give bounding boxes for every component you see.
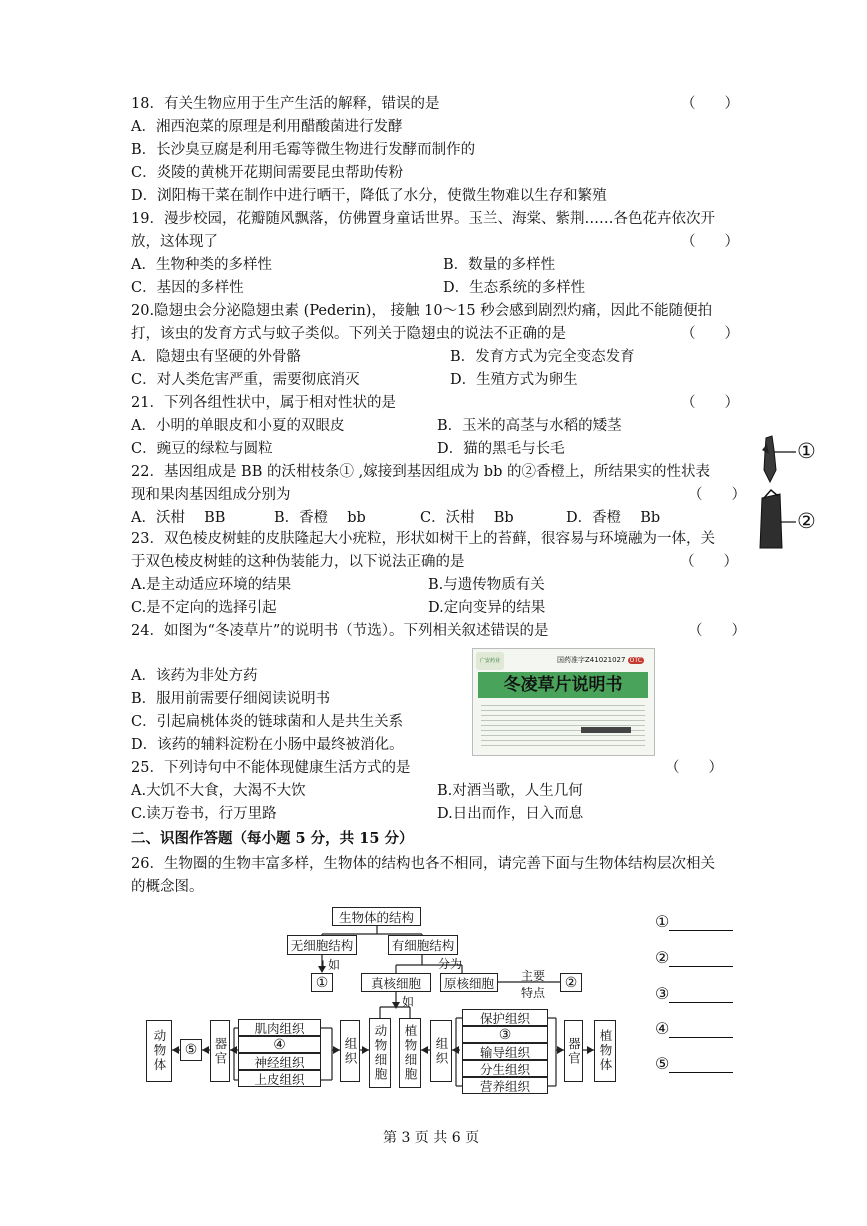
q21-opt-b: B．玉米的高茎与水稻的矮茎 [437, 418, 622, 434]
q18-paren: （ ） [681, 96, 739, 112]
q23-stem-1: 23．双色棱皮树蛙的皮肤隆起大小疣粒，形状如树干上的苔藓，很容易与环境融为一体，关 [131, 531, 715, 547]
answer-blank-4[interactable]: ④ [655, 1019, 733, 1038]
map-label-main: 主要 [521, 969, 546, 983]
map-node-plant-cell: 植物细胞 [399, 1018, 421, 1088]
q25-opt-c: C.读万卷书，行万里路 [131, 806, 277, 822]
map-tissue-plant-1: 保护组织 [462, 1009, 548, 1026]
map-blank-5: ⑤ [180, 1039, 202, 1061]
q20-opt-d: D．生殖方式为卵生 [450, 372, 578, 388]
q21-opt-c: C．豌豆的绿粒与圆粒 [131, 441, 273, 457]
map-node-animal-cell: 动物细胞 [369, 1018, 391, 1088]
map-node-organ-animal: 器官 [210, 1020, 230, 1082]
graft-label-1: ① [797, 439, 816, 463]
map-label-ru: ↓如 [318, 958, 341, 972]
q22-opt-c: C．沃柑 Bb [420, 510, 514, 526]
q26-stem-2: 的概念图。 [131, 879, 204, 895]
q25-opt-d: D.日出而作，日入而息 [437, 806, 584, 822]
map-label-fenwei: 分为 [438, 957, 463, 971]
q23-paren: （ ） [680, 554, 738, 570]
q19-stem-2: 放，这体现了 [131, 234, 218, 250]
section-2-heading: 二、识图作答题（每小题 5 分，共 15 分） [131, 830, 414, 847]
otc-badge: OTC [629, 657, 642, 664]
q24-stem: 24．如图为“冬凌草片”的说明书（节选）。下列相关叙述错误的是 [131, 623, 549, 639]
q24-opt-b: B．服用前需要仔细阅读说明书 [131, 691, 331, 707]
q24-opt-d: D．该药的辅料淀粉在小肠中最终被消化。 [131, 737, 404, 753]
map-blank-4: ④ [238, 1036, 321, 1053]
q20-opt-b: B．发育方式为完全变态发育 [450, 349, 635, 365]
q22-opt-d: D．香橙 Bb [566, 510, 661, 526]
map-node-tissue-animal: 组织 [340, 1020, 360, 1082]
q19-stem-1: 19．漫步校园，花瓣随风飘落，仿佛置身童话世界。玉兰、海棠、紫荆……各色花卉依次开 [131, 211, 715, 227]
q25-stem: 25．下列诗句中不能体现健康生活方式的是 [131, 760, 411, 776]
answer-blank-5[interactable]: ⑤ [655, 1054, 733, 1073]
answer-blank-1[interactable]: ① [655, 912, 733, 931]
q21-paren: （ ） [681, 395, 739, 411]
answer-blank-3[interactable]: ③ [655, 984, 733, 1003]
q20-opt-c: C．对人类危害严重，需要彻底消灭 [131, 372, 360, 388]
map-node-no-cell: 无细胞结构 [287, 935, 357, 955]
map-node-plant-body: 植物体 [594, 1020, 616, 1082]
q21-opt-a: A．小明的单眼皮和小夏的双眼皮 [131, 418, 345, 434]
q18-stem: 18．有关生物应用于生产生活的解释，错误的是 [131, 96, 440, 112]
q19-opt-b: B．数量的多样性 [443, 257, 556, 273]
q24-paren: （ ） [688, 623, 746, 639]
q20-stem-2: 打，该虫的发育方式与蚊子类似。下列关于隐翅虫的说法不正确的是 [131, 326, 566, 342]
q18-opt-a: A．湘西泡菜的原理是利用醋酸菌进行发酵 [131, 119, 403, 135]
map-tissue-animal-1: 肌肉组织 [238, 1019, 321, 1036]
q20-opt-a: A．隐翅虫有坚硬的外骨骼 [131, 349, 301, 365]
map-blank-3: ③ [462, 1026, 548, 1043]
q22-opt-b: B．香橙 bb [274, 510, 366, 526]
map-node-organ-plant: 器官 [564, 1020, 583, 1082]
map-tissue-plant-5: 营养组织 [462, 1077, 548, 1094]
q24-opt-a: A．该药为非处方药 [131, 668, 258, 684]
q22-opt-a: A．沃柑 BB [131, 510, 226, 526]
map-blank-2: ② [560, 973, 582, 992]
leaflet-logo: 广安药业 [476, 652, 504, 670]
map-tissue-animal-3: 神经组织 [238, 1053, 321, 1070]
leaflet-approval: 国药准字Z41021027 OTC [557, 656, 642, 664]
q23-opt-b: B.与遗传物质有关 [428, 577, 545, 593]
q19-paren: （ ） [681, 234, 739, 250]
q23-opt-c: C.是不定向的选择引起 [131, 600, 277, 616]
map-node-tissue-plant: 组织 [430, 1020, 452, 1082]
map-tissue-animal-4: 上皮组织 [238, 1070, 321, 1087]
q26-stem-1: 26．生物圈的生物丰富多样，生物体的结构也各不相同，请完善下面与生物体结构层次相关 [131, 856, 715, 872]
q23-stem-2: 于双色棱皮树蛙的这种伪装能力，以下说法正确的是 [131, 554, 465, 570]
map-blank-1: ① [311, 973, 333, 992]
q20-paren: （ ） [681, 326, 739, 342]
leaflet-title: 冬凌草片说明书 [503, 675, 623, 695]
q25-opt-a: A.大饥不大食，大渴不大饮 [131, 783, 306, 799]
q18-opt-b: B．长沙臭豆腐是利用毛霉等微生物进行发酵而制作的 [131, 142, 476, 158]
answer-blank-2[interactable]: ② [655, 948, 733, 967]
q21-stem: 21．下列各组性状中，属于相对性状的是 [131, 395, 396, 411]
map-node-animal-body: 动物体 [146, 1020, 172, 1082]
q22-paren: （ ） [688, 487, 746, 503]
q18-opt-c: C．炎陵的黄桃开花期间需要昆虫帮助传粉 [131, 165, 404, 181]
q21-opt-d: D．猫的黑毛与长毛 [437, 441, 565, 457]
map-node-eukaryotic: 真核细胞 [361, 973, 431, 992]
q25-paren: （ ） [665, 760, 723, 776]
q22-stem-1: 22．基因组成是 BB 的沃柑枝条① ,嫁接到基因组成为 bb 的②香橙上，所结果实的性状表 [131, 464, 710, 480]
map-tissue-plant-4: 分生组织 [462, 1060, 548, 1077]
q19-opt-d: D．生态系统的多样性 [443, 280, 586, 296]
map-node-prokaryotic: 原核细胞 [440, 973, 498, 992]
graft-label-2: ② [797, 509, 816, 533]
map-label-feature: 特点 [521, 986, 546, 1000]
q18-opt-d: D．浏阳梅干菜在制作中进行晒干，降低了水分，使微生物难以生存和繁殖 [131, 188, 607, 204]
map-node-structure: 生物体的结构 [332, 907, 421, 926]
q22-stem-2: 现和果肉基因组成分别为 [131, 487, 291, 503]
map-label-ru-2: 如 [402, 995, 415, 1009]
q25-opt-b: B.对酒当歌，人生几何 [437, 783, 583, 799]
q23-opt-d: D.定向变异的结果 [428, 600, 546, 616]
q23-opt-a: A.是主动适应环境的结果 [131, 577, 292, 593]
map-tissue-plant-3: 输导组织 [462, 1043, 548, 1060]
q24-opt-c: C．引起扁桃体炎的链球菌和人是共生关系 [131, 714, 404, 730]
page-footer: 第 3 页 共 6 页 [383, 1130, 480, 1146]
map-node-has-cell: 有细胞结构 [388, 935, 458, 955]
q19-opt-a: A．生物种类的多样性 [131, 257, 272, 273]
q19-opt-c: C．基因的多样性 [131, 280, 244, 296]
q20-stem-1: 20.隐翅虫会分泌隐翅虫素 (Pederin)， 接触 10～15 秒会感到剧烈灼痛，因此不能随便拍 [131, 303, 713, 319]
